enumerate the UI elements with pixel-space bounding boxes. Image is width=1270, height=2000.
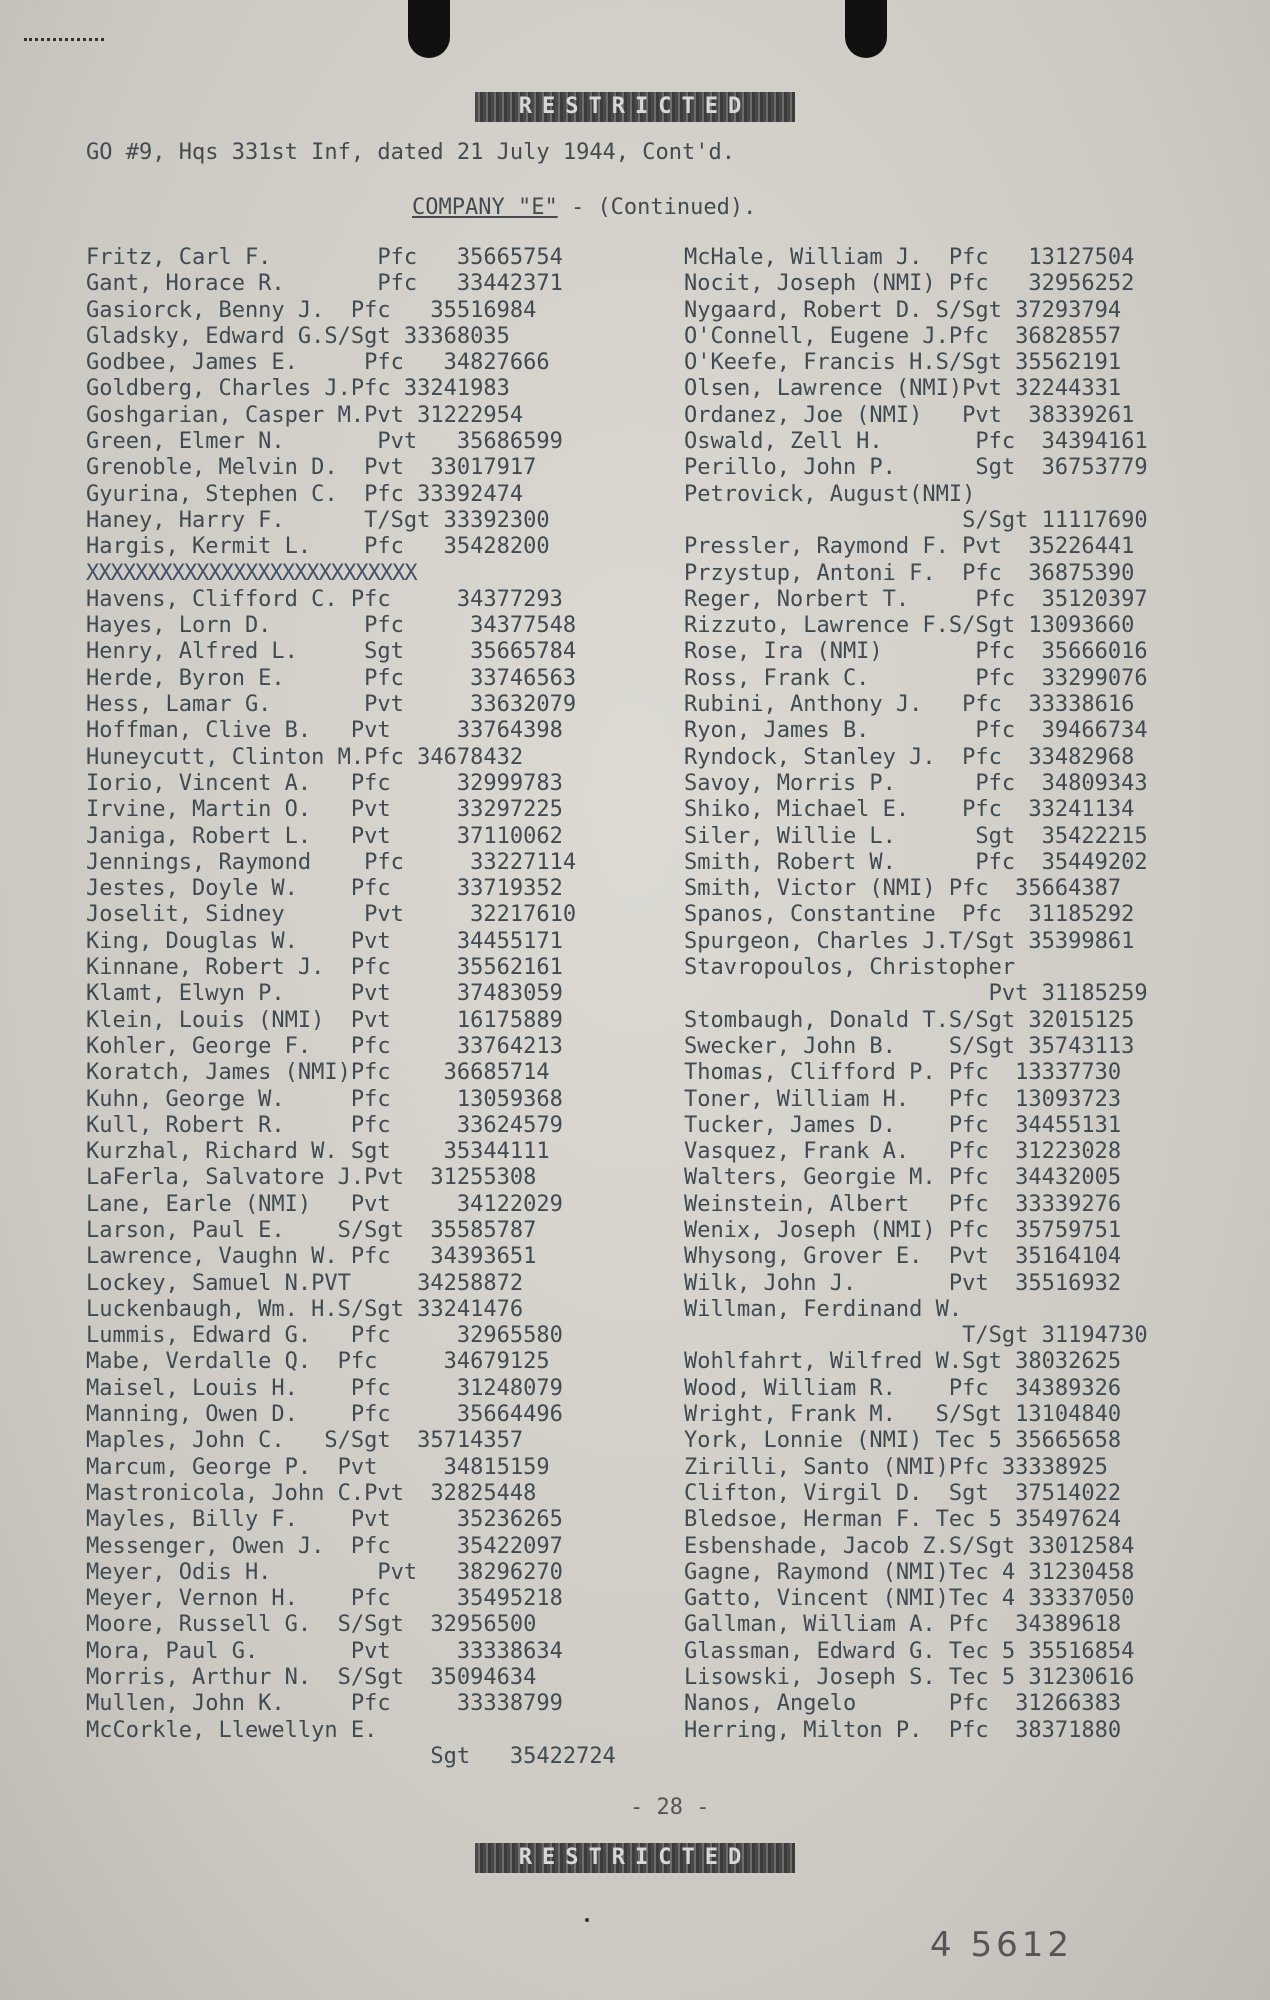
- roster-entry: Kurzhal, Richard W. Sgt 35344111: [86, 1139, 550, 1165]
- roster-entry: XXXXXXXXXXXXXXXXXXXXXXXXXXX: [86, 560, 417, 586]
- roster-entry: Walters, Georgie M. Pfc 34432005: [684, 1165, 1122, 1191]
- roster-entry: Wilk, John J. Pvt 35516932: [684, 1270, 1122, 1296]
- roster-entry: King, Douglas W. Pvt 34455171: [86, 928, 563, 954]
- company-heading: [412, 195, 756, 220]
- roster-entry: Ross, Frank C. Pfc 33299076: [684, 665, 1148, 691]
- roster-entry: Haney, Harry F. T/Sgt 33392300: [86, 507, 550, 533]
- roster-entry: Zirilli, Santo (NMI)Pfc 33338925: [684, 1454, 1108, 1480]
- roster-entry: Luckenbaugh, Wm. H.S/Sgt 33241476: [86, 1296, 524, 1322]
- paper-speck: [585, 1918, 589, 1922]
- roster-entry: Meyer, Vernon H. Pfc 35495218: [86, 1586, 563, 1612]
- roster-entry: Rubini, Anthony J. Pfc 33338616: [684, 692, 1135, 718]
- roster-entry: Klein, Louis (NMI) Pvt 16175889: [86, 1007, 563, 1033]
- roster-entry: Gagne, Raymond (NMI)Tec 4 31230458: [684, 1559, 1135, 1585]
- roster-entry: Shiko, Michael E. Pfc 33241134: [684, 797, 1135, 823]
- roster-entry: Nanos, Angelo Pfc 31266383: [684, 1691, 1122, 1717]
- roster-entry: Janiga, Robert L. Pvt 37110062: [86, 823, 563, 849]
- roster-entry: Mastronicola, John C.Pvt 32825448: [86, 1480, 537, 1506]
- right-roster-column: [684, 245, 1148, 1744]
- roster-entry: Meyer, Odis H. Pvt 38296270: [86, 1559, 563, 1585]
- roster-entry: Maples, John C. S/Sgt 35714357: [86, 1428, 524, 1454]
- roster-entry: Herde, Byron E. Pfc 33746563: [86, 665, 577, 691]
- roster-entry: Perillo, John P. Sgt 36753779: [684, 455, 1148, 481]
- roster-entry: Wohlfahrt, Wilfred W.Sgt 38032625: [684, 1349, 1122, 1375]
- top-restricted-stamp: RESTRICTED: [475, 92, 795, 122]
- roster-entry: Mabe, Verdalle Q. Pfc 34679125: [86, 1349, 550, 1375]
- roster-entry: Hayes, Lorn D. Pfc 34377548: [86, 613, 577, 639]
- roster-entry: Pressler, Raymond F. Pvt 35226441: [684, 534, 1135, 560]
- roster-entry: Gallman, William A. Pfc 34389618: [684, 1612, 1122, 1638]
- roster-entry: Herring, Milton P. Pfc 38371880: [684, 1717, 1122, 1743]
- roster-entry: Ryon, James B. Pfc 39466734: [684, 718, 1148, 744]
- roster-entry: Glassman, Edward G. Tec 5 35516854: [684, 1638, 1135, 1664]
- roster-entry: S/Sgt 11117690: [684, 507, 1148, 533]
- roster-entry: Weinstein, Albert Pfc 33339276: [684, 1191, 1122, 1217]
- roster-entry: Mullen, John K. Pfc 33338799: [86, 1691, 563, 1717]
- roster-entry: Kull, Robert R. Pfc 33624579: [86, 1112, 563, 1138]
- roster-entry: Thomas, Clifford P. Pfc 13337730: [684, 1060, 1122, 1086]
- roster-entry: Iorio, Vincent A. Pfc 32999783: [86, 770, 563, 796]
- roster-entry: Lawrence, Vaughn W. Pfc 34393651: [86, 1244, 537, 1270]
- roster-entry: Kohler, George F. Pfc 33764213: [86, 1033, 563, 1059]
- roster-entry: Gyurina, Stephen C. Pfc 33392474: [86, 481, 524, 507]
- roster-entry: Esbenshade, Jacob Z.S/Sgt 33012584: [684, 1533, 1135, 1559]
- roster-entry: Gladsky, Edward G.S/Sgt 33368035: [86, 323, 510, 349]
- roster-entry: Sgt 35422724: [86, 1743, 616, 1769]
- roster-entry: Klamt, Elwyn P. Pvt 37483059: [86, 981, 563, 1007]
- roster-entry: Maisel, Louis H. Pfc 31248079: [86, 1375, 563, 1401]
- roster-entry: Kinnane, Robert J. Pfc 35562161: [86, 955, 563, 981]
- roster-entry: Pvt 31185259: [684, 981, 1148, 1007]
- roster-entry: Toner, William H. Pfc 13093723: [684, 1086, 1122, 1112]
- roster-entry: Whysong, Grover E. Pvt 35164104: [684, 1244, 1122, 1270]
- roster-entry: Przystup, Antoni F. Pfc 36875390: [684, 560, 1135, 586]
- roster-entry: Joselit, Sidney Pvt 32217610: [86, 902, 577, 928]
- roster-entry: Green, Elmer N. Pvt 35686599: [86, 429, 563, 455]
- pencil-annotation: 4 5612: [930, 1925, 1073, 1965]
- roster-entry: Smith, Robert W. Pfc 35449202: [684, 849, 1148, 875]
- roster-entry: Jennings, Raymond Pfc 33227114: [86, 849, 577, 875]
- roster-entry: Swecker, John B. S/Sgt 35743113: [684, 1033, 1135, 1059]
- roster-entry: Olsen, Lawrence (NMI)Pvt 32244331: [684, 376, 1122, 402]
- roster-entry: Willman, Ferdinand W.: [684, 1296, 963, 1322]
- roster-entry: LaFerla, Salvatore J.Pvt 31255308: [86, 1165, 537, 1191]
- roster-entry: Irvine, Martin O. Pvt 33297225: [86, 797, 563, 823]
- roster-entry: Messenger, Owen J. Pfc 35422097: [86, 1533, 563, 1559]
- roster-entry: Mayles, Billy F. Pvt 35236265: [86, 1507, 563, 1533]
- roster-entry: Vasquez, Frank A. Pfc 31223028: [684, 1139, 1122, 1165]
- roster-entry: Stombaugh, Donald T.S/Sgt 32015125: [684, 1007, 1135, 1033]
- roster-entry: Gasiorck, Benny J. Pfc 35516984: [86, 297, 537, 323]
- roster-entry: Spurgeon, Charles J.T/Sgt 35399861: [684, 928, 1135, 954]
- roster-entry: Mora, Paul G. Pvt 33338634: [86, 1638, 563, 1664]
- roster-entry: Marcum, George P. Pvt 34815159: [86, 1454, 550, 1480]
- left-roster-column: [86, 245, 616, 1770]
- roster-entry: Wood, William R. Pfc 34389326: [684, 1375, 1122, 1401]
- roster-entry: Siler, Willie L. Sgt 35422215: [684, 823, 1148, 849]
- bottom-restricted-stamp: RESTRICTED: [475, 1843, 795, 1873]
- roster-entry: Ryndock, Stanley J. Pfc 33482968: [684, 744, 1135, 770]
- roster-entry: Manning, Owen D. Pfc 35664496: [86, 1402, 563, 1428]
- roster-entry: Henry, Alfred L. Sgt 35665784: [86, 639, 577, 665]
- roster-entry: Kuhn, George W. Pfc 13059368: [86, 1086, 563, 1112]
- roster-entry: Gatto, Vincent (NMI)Tec 4 33337050: [684, 1586, 1135, 1612]
- roster-entry: Hoffman, Clive B. Pvt 33764398: [86, 718, 563, 744]
- roster-entry: Havens, Clifford C. Pfc 34377293: [86, 586, 563, 612]
- roster-entry: Koratch, James (NMI)Pfc 36685714: [86, 1060, 550, 1086]
- roster-entry: Oswald, Zell H. Pfc 34394161: [684, 429, 1148, 455]
- roster-entry: Nocit, Joseph (NMI) Pfc 32956252: [684, 271, 1135, 297]
- roster-entry: Savoy, Morris P. Pfc 34809343: [684, 770, 1148, 796]
- roster-entry: Spanos, Constantine Pfc 31185292: [684, 902, 1135, 928]
- roster-entry: Hess, Lamar G. Pvt 33632079: [86, 692, 577, 718]
- roster-entry: Grenoble, Melvin D. Pvt 33017917: [86, 455, 537, 481]
- roster-entry: Lockey, Samuel N.PVT 34258872: [86, 1270, 524, 1296]
- roster-entry: O'Keefe, Francis H.S/Sgt 35562191: [684, 350, 1122, 376]
- roster-entry: Hargis, Kermit L. Pfc 35428200: [86, 534, 550, 560]
- roster-entry: York, Lonnie (NMI) Tec 5 35665658: [684, 1428, 1122, 1454]
- roster-entry: Lisowski, Joseph S. Tec 5 31230616: [684, 1665, 1135, 1691]
- roster-entry: Petrovick, August(NMI): [684, 481, 976, 507]
- roster-entry: Morris, Arthur N. S/Sgt 35094634: [86, 1665, 537, 1691]
- roster-entry: Nygaard, Robert D. S/Sgt 37293794: [684, 297, 1122, 323]
- roster-entry: Lane, Earle (NMI) Pvt 34122029: [86, 1191, 563, 1217]
- order-header: GO #9, Hqs 331st Inf, dated 21 July 1944, Cont'd.: [86, 140, 736, 165]
- roster-entry: Goshgarian, Casper M.Pvt 31222954: [86, 402, 524, 428]
- company-title: COMPANY "E": [412, 195, 558, 220]
- roster-entry: Reger, Norbert T. Pfc 35120397: [684, 586, 1148, 612]
- punch-hole-left: [408, 0, 450, 58]
- roster-entry: Wright, Frank M. S/Sgt 13104840: [684, 1402, 1122, 1428]
- roster-entry: McHale, William J. Pfc 13127504: [684, 245, 1135, 270]
- roster-entry: Lummis, Edward G. Pfc 32965580: [86, 1323, 563, 1349]
- roster-entry: Godbee, James E. Pfc 34827666: [86, 350, 550, 376]
- roster-entry: Ordanez, Joe (NMI) Pvt 38339261: [684, 402, 1135, 428]
- roster-entry: Tucker, James D. Pfc 34455131: [684, 1112, 1122, 1138]
- punch-hole-right: [845, 0, 887, 58]
- company-suffix: - (Continued).: [557, 195, 757, 220]
- roster-entry: Clifton, Virgil D. Sgt 37514022: [684, 1480, 1122, 1506]
- roster-entry: Huneycutt, Clinton M.Pfc 34678432: [86, 744, 524, 770]
- roster-entry: Fritz, Carl F. Pfc 35665754: [86, 245, 563, 270]
- roster-entry: Rizzuto, Lawrence F.S/Sgt 13093660: [684, 613, 1135, 639]
- roster-entry: T/Sgt 31194730: [684, 1323, 1148, 1349]
- roster-entry: Jestes, Doyle W. Pfc 33719352: [86, 876, 563, 902]
- roster-entry: Stavropoulos, Christopher: [684, 955, 1016, 981]
- roster-entry: Wenix, Joseph (NMI) Pfc 35759751: [684, 1217, 1122, 1243]
- margin-marks: [24, 38, 104, 45]
- roster-entry: Rose, Ira (NMI) Pfc 35666016: [684, 639, 1148, 665]
- roster-entry: Gant, Horace R. Pfc 33442371: [86, 271, 563, 297]
- page-number: - 28 -: [630, 1795, 710, 1820]
- roster-entry: Goldberg, Charles J.Pfc 33241983: [86, 376, 510, 402]
- roster-entry: Smith, Victor (NMI) Pfc 35664387: [684, 876, 1122, 902]
- roster-entry: McCorkle, Llewellyn E.: [86, 1717, 378, 1743]
- roster-entry: Bledsoe, Herman F. Tec 5 35497624: [684, 1507, 1122, 1533]
- roster-entry: O'Connell, Eugene J.Pfc 36828557: [684, 323, 1122, 349]
- roster-entry: Larson, Paul E. S/Sgt 35585787: [86, 1217, 537, 1243]
- roster-entry: Moore, Russell G. S/Sgt 32956500: [86, 1612, 537, 1638]
